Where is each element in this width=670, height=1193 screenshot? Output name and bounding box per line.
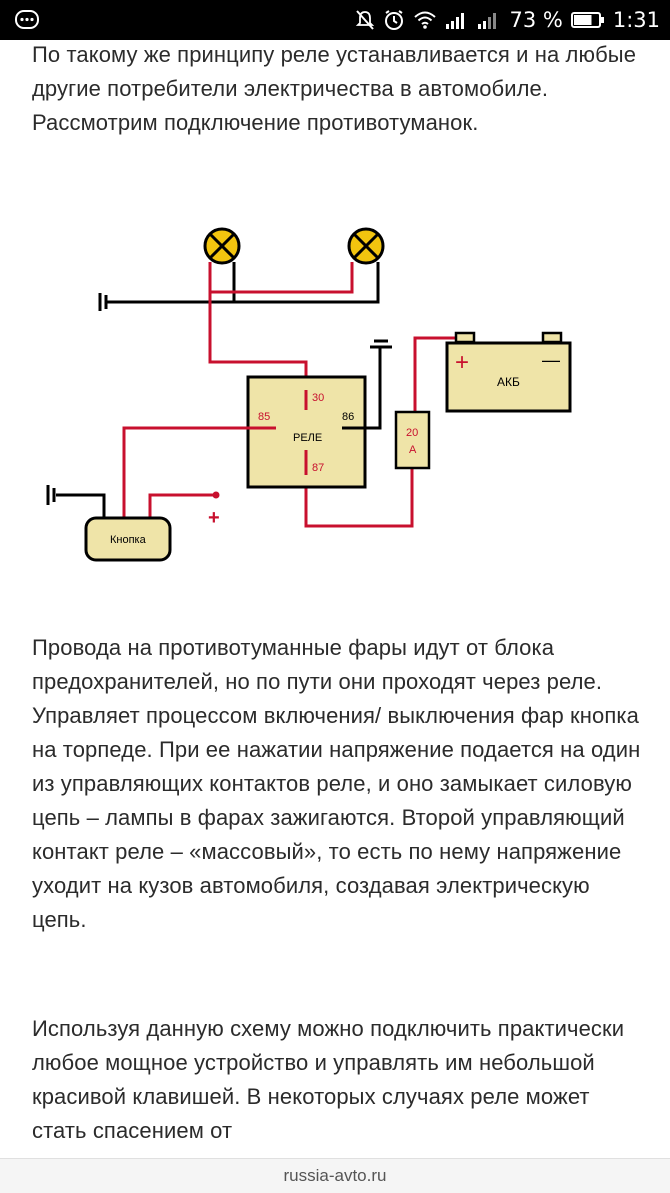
status-bar (0, 0, 670, 40)
fog-lamp-right-icon (349, 229, 383, 263)
relay-pin-30: 30 (312, 392, 325, 404)
signal-icon (445, 11, 469, 29)
fuse-label-value: 20 (406, 427, 419, 439)
button-plus-wire (150, 495, 214, 520)
button-ground-wire (56, 495, 104, 520)
button-label: Кнопка (110, 534, 146, 546)
signal-icon-2 (477, 11, 501, 29)
article-paragraph-2: Провода на противотуманные фары идут от блока предохранителей, но по пути они проходят через реле. Управляет процессом включения/ выключения фар кнопка на торпеде. При ее нажатии напряжение подается на один из управляющих контактов реле, и оно замыкает силовую цепь – лампы в фарах зажигаются. Второй управляющий контакт реле – «массовый», то есть по нему напряжение уходит на кузов автомобиля, создавая электрическую цепь. (32, 635, 641, 932)
battery-plus-sign: + (455, 349, 470, 376)
alarm-icon (383, 9, 405, 31)
relay-pin-86: 86 (342, 411, 355, 423)
fog-lamp-left-icon (205, 229, 239, 263)
battery-icon (571, 11, 605, 29)
relay-pin-85: 85 (258, 411, 271, 423)
ground-symbol-top (100, 293, 106, 311)
battery-label: АКБ (497, 375, 520, 389)
article-paragraph-3: Используя данную схему можно подключить практически любое мощное устройство и управлять им небольшой красивой клавишей. В некоторых случаях реле может стать спасением от (32, 1016, 625, 1143)
battery-minus-sign: — (542, 350, 560, 370)
fog-light-wiring-diagram (0, 215, 670, 575)
article-paragraph-1: По такому же принципу реле устанавливается и на любые другие потребители электричества в автомобиле. Рассмотрим подключение противотуманок. (32, 42, 637, 135)
fuse-label-unit: A (409, 444, 417, 456)
ground-symbol-button (48, 485, 54, 505)
site-domain[interactable]: russia-avto.ru (283, 1166, 387, 1185)
chat-bubble-icon (14, 8, 40, 32)
lamp-ground-wire (106, 262, 378, 302)
button-plus-sign: + (208, 507, 220, 529)
fuse-20a (396, 412, 429, 468)
site-footer (0, 1158, 670, 1193)
ground-symbol-relay (370, 341, 392, 347)
relay-pin-87: 87 (312, 462, 325, 474)
button-plus-terminal (213, 492, 220, 499)
clock: 1:31 (612, 8, 660, 32)
mute-icon (355, 9, 375, 31)
relay-label: РЕЛЕ (293, 432, 323, 444)
wifi-icon (413, 10, 437, 30)
battery-percent: 73 % (509, 8, 563, 32)
